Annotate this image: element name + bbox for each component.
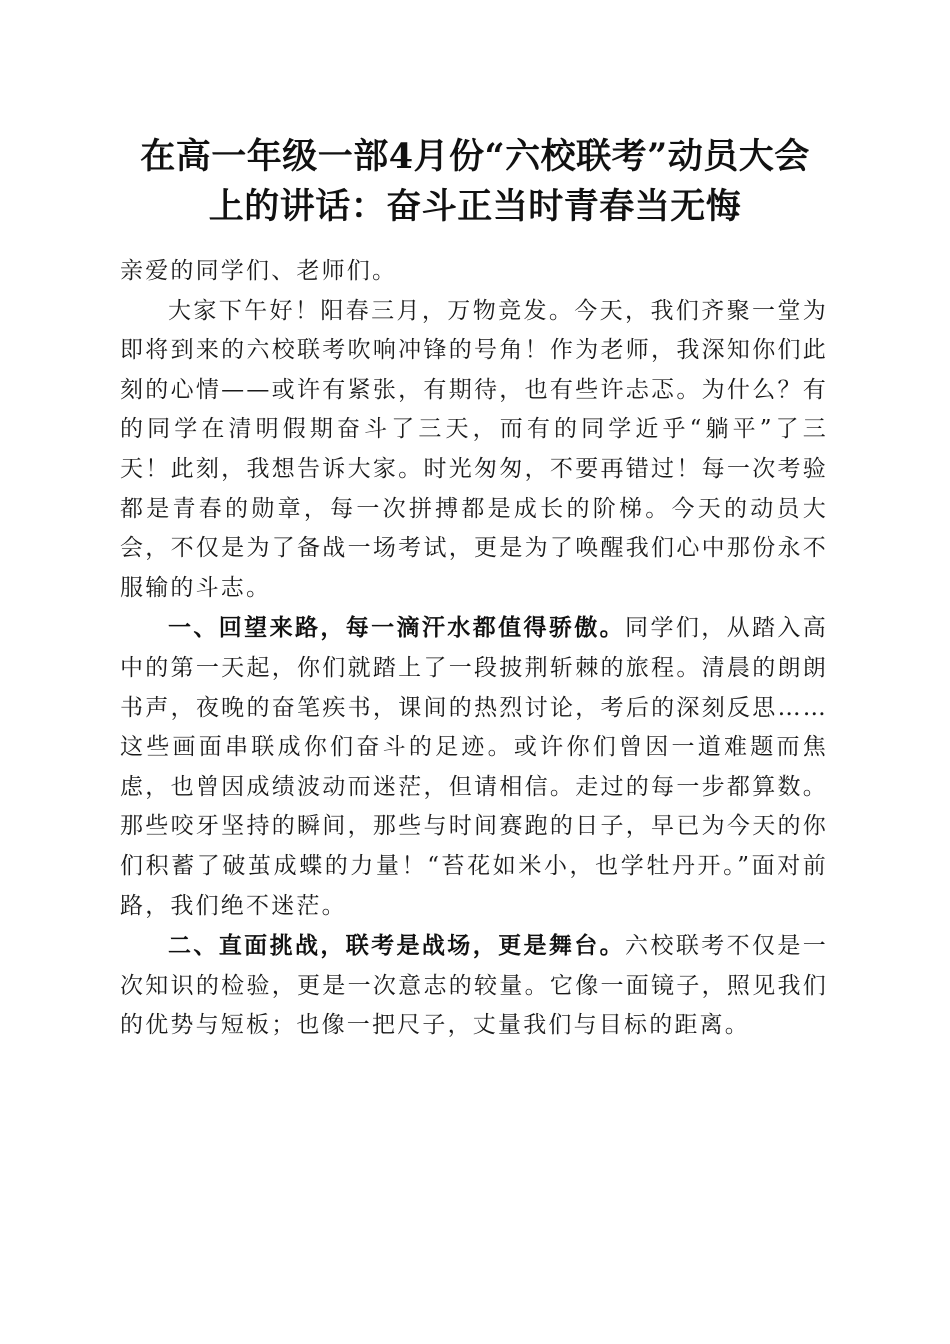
section-heading: 一、回望来路，每一滴汗水都值得骄傲。 [168, 614, 626, 642]
paragraph-text: 大家下午好！阳春三月，万物竞发。今天，我们齐聚一堂为即将到来的六校联考吹响冲锋的号角！作为老师，我深知你们此刻的心情——或许有紧张，有期待，也有些许忐忑。为什么？有的同学在清明假期奋斗了三天，而有的同学近乎“躺平”了三天！此刻，我想告诉大家。时光匆匆，不要再错过！每一次考验都是青春的勋章，每一次拼搏都是成长的阶梯。今天的动员大会，不仅是为了备战一场考试，更是为了唤醒我们心中那份永不服输的斗志。 [120, 297, 828, 601]
document-title [100, 132, 850, 232]
paragraph-section-1 [120, 608, 828, 926]
paragraph-text: 六校联考不仅是一次知识的检验，更是一次意志的较量。它像一面镜子，照见我们的优势与短板；也像一把尺子，丈量我们与目标的距离。 [120, 933, 828, 1039]
paragraph-text: 同学们，从踏入高中的第一天起，你们就踏上了一段披荆斩棘的旅程。清晨的朗朗书声，夜晚的奋笔疾书，课间的热烈讨论，考后的深刻反思……这些画面串联成你们奋斗的足迹。或许你们曾因一道难题而焦虑，也曾因成绩波动而迷茫，但请相信。走过的每一步都算数。那些咬牙坚持的瞬间，那些与时间赛跑的日子，早已为今天的你们积蓄了破茧成蝶的力量！“苔花如米小，也学牡丹开。”面对前路，我们绝不迷茫。 [120, 615, 828, 919]
title-line-1: 在高一年级一部4月份“六校联考”动员大会 [140, 136, 810, 177]
title-line-2: 上的讲话：奋斗正当时青春当无悔 [208, 186, 742, 227]
salutation: 亲爱的同学们、老师们。 [120, 258, 398, 284]
document-body [120, 252, 828, 1046]
paragraph-section-2 [120, 926, 828, 1046]
paragraph-opening [120, 292, 828, 609]
section-heading: 二、直面挑战，联考是战场，更是舞台。 [168, 932, 626, 960]
